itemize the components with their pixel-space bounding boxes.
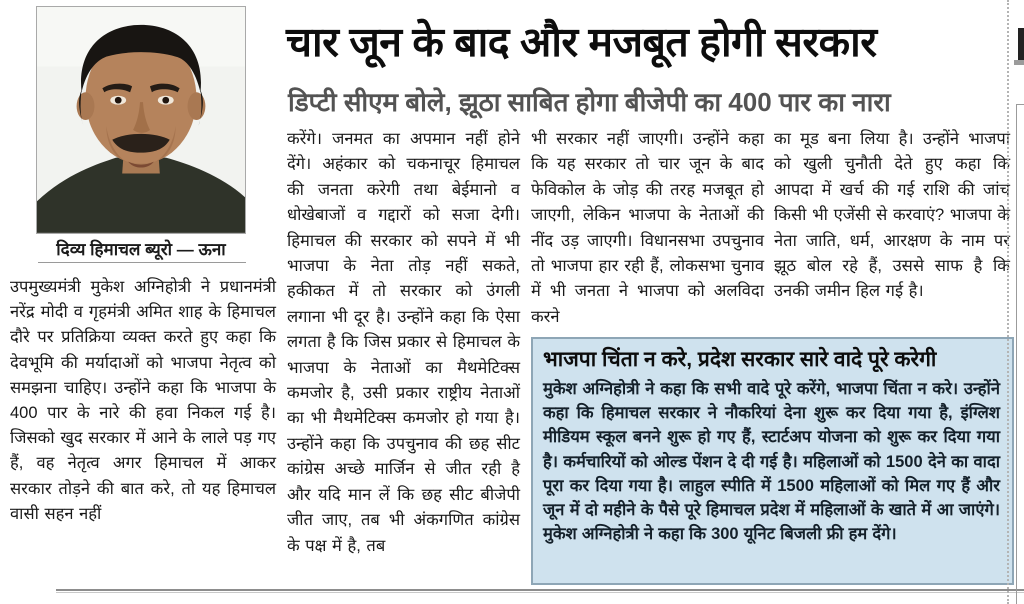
photo-byline: दिव्य हिमाचल ब्यूरो — ऊना	[56, 240, 226, 259]
article-subheadline: डिप्टी सीएम बोले, झूठा साबित होगा बीजेपी का 400 पार का नारा	[288, 87, 891, 117]
highlight-box-body: मुकेश अग्निहोत्री ने कहा कि सभी वादे पूरे करेंगे, भाजपा चिंता न करे। उन्होंने कहा कि हिमाचल सरकार ने नौकरियां देना शुरू कर दिया गया है, इंग्लिश मीडियम स्कूल बनने शुरू हो गए हैं, स्टार्टअप योजना को शुरू कर दिया गया है। कर्मचारियों को ओल्ड पेंशन दे दी गई है। महिलाओं को 1500 देने का वादा पूरा कर दिया गया है। लाहुल स्पीति में 1500 महिलाओं को मिल गए हैं और जून में दो महीने के पैसे पूरे हिमाचल प्रदेश में महिलाओं के खाते में आ जाएंगे। मुकेश अग्निहोत्री ने कहा कि 300 यूनिट बिजली फ्री हम देंगे।	[543, 380, 1000, 544]
body-column-4: का मूड बना लिया है। उन्होंने भाजपा को खुली चुनौती देते हुए कहा कि आपदा में खर्च की गई राशि की जांच किसी भी एजेंसी से करवाएं? भाजपा के नेता जाति, धर्म, आरक्षण के नाम पर झूठ बोल रहे हैं, उससे साफ है कि उनकी जमीन हिल गई है।	[774, 130, 1010, 301]
adjacent-box-border-top-fragment	[1016, 104, 1024, 105]
body-column-3: भी सरकार नहीं जाएगी। उन्होंने कहा कि यह सरकार तो चार जून के बाद फेविकोल के जोड़ की तरह मजबूत हो जाएगी, लेकिन भाजपा के नेताओं की नींद उड़ जाएगी। विधानसभा उपचुनाव तो भाजपा हार रही हैं, लोकसभा चुनाव में भी जनता ने भाजपा को अलविदा करने	[531, 130, 764, 326]
bottom-divider-rule	[56, 589, 1024, 591]
adjacent-headline-fragment	[1018, 28, 1024, 64]
adjacent-column-fragment	[1014, 60, 1024, 65]
byline-divider	[38, 262, 246, 263]
portrait-photo	[36, 6, 246, 234]
portrait-photo-illustration	[37, 7, 245, 233]
highlight-box-title: भाजपा चिंता न करे, प्रदेश सरकार सारे वादे पूरे करेगी	[543, 348, 937, 371]
article-headline: चार जून के बाद और मजबूत होगी सरकार	[286, 19, 877, 65]
column-dotted-separator	[1007, 0, 1009, 604]
bottom-divider-rule-shadow	[56, 592, 1024, 593]
highlight-box	[531, 337, 1014, 585]
body-column-2: करेंगे। जनमत का अपमान नहीं होने देंगे। अहंकार को चकनाचूर हिमाचल की जनता करेगी तथा बेईमानो व धोखेबाजों व गद्दारों को सजा देगी। हिमाचल की सरकार को सपने में भी भाजपा के नेता तोड़ नहीं सकते, हकीकत में तो सरकार को उंगली लगाना भी दूर है। उन्होंने कहा कि ऐसा लगता है कि जिस प्रकार से हिमाचल के भाजपा के नेताओं का मैथमेटिक्स कमजोर है, उसी प्रकार राष्ट्रीय नेताओं का भी मैथमेटिक्स कमजोर हो गया है। उन्होंने कहा कि उपचुनाव की छह सीट कांग्रेस अच्छे मार्जिन से जीत रही है और यदि मान लें कि छह सीट बीजेपी जीत जाए, तब भी अंकगणित कांग्रेस के पक्ष में है, तब	[287, 130, 520, 555]
adjacent-box-border-fragment	[1016, 104, 1017, 604]
body-column-1: उपमुख्यमंत्री मुकेश अग्निहोत्री ने प्रधानमंत्री नरेंद्र मोदी व गृहमंत्री अमित शाह के हिमाचल दौरे पर प्रतिक्रिया व्यक्त करते हुए कहा कि देवभूमि की मर्यादाओं को भाजपा नेतृत्व को समझना चाहिए। उन्होंने कहा कि भाजपा के 400 पार के नारे की हवा निकल गई है। जिसको खुद सरकार में आने के लाले पड़ गए हैं, वह नेतृत्व अगर हिमाचल में आकर सरकार तोड़ने की बात करे, तो यह हिमाचल वासी सहन नहीं	[10, 278, 276, 523]
